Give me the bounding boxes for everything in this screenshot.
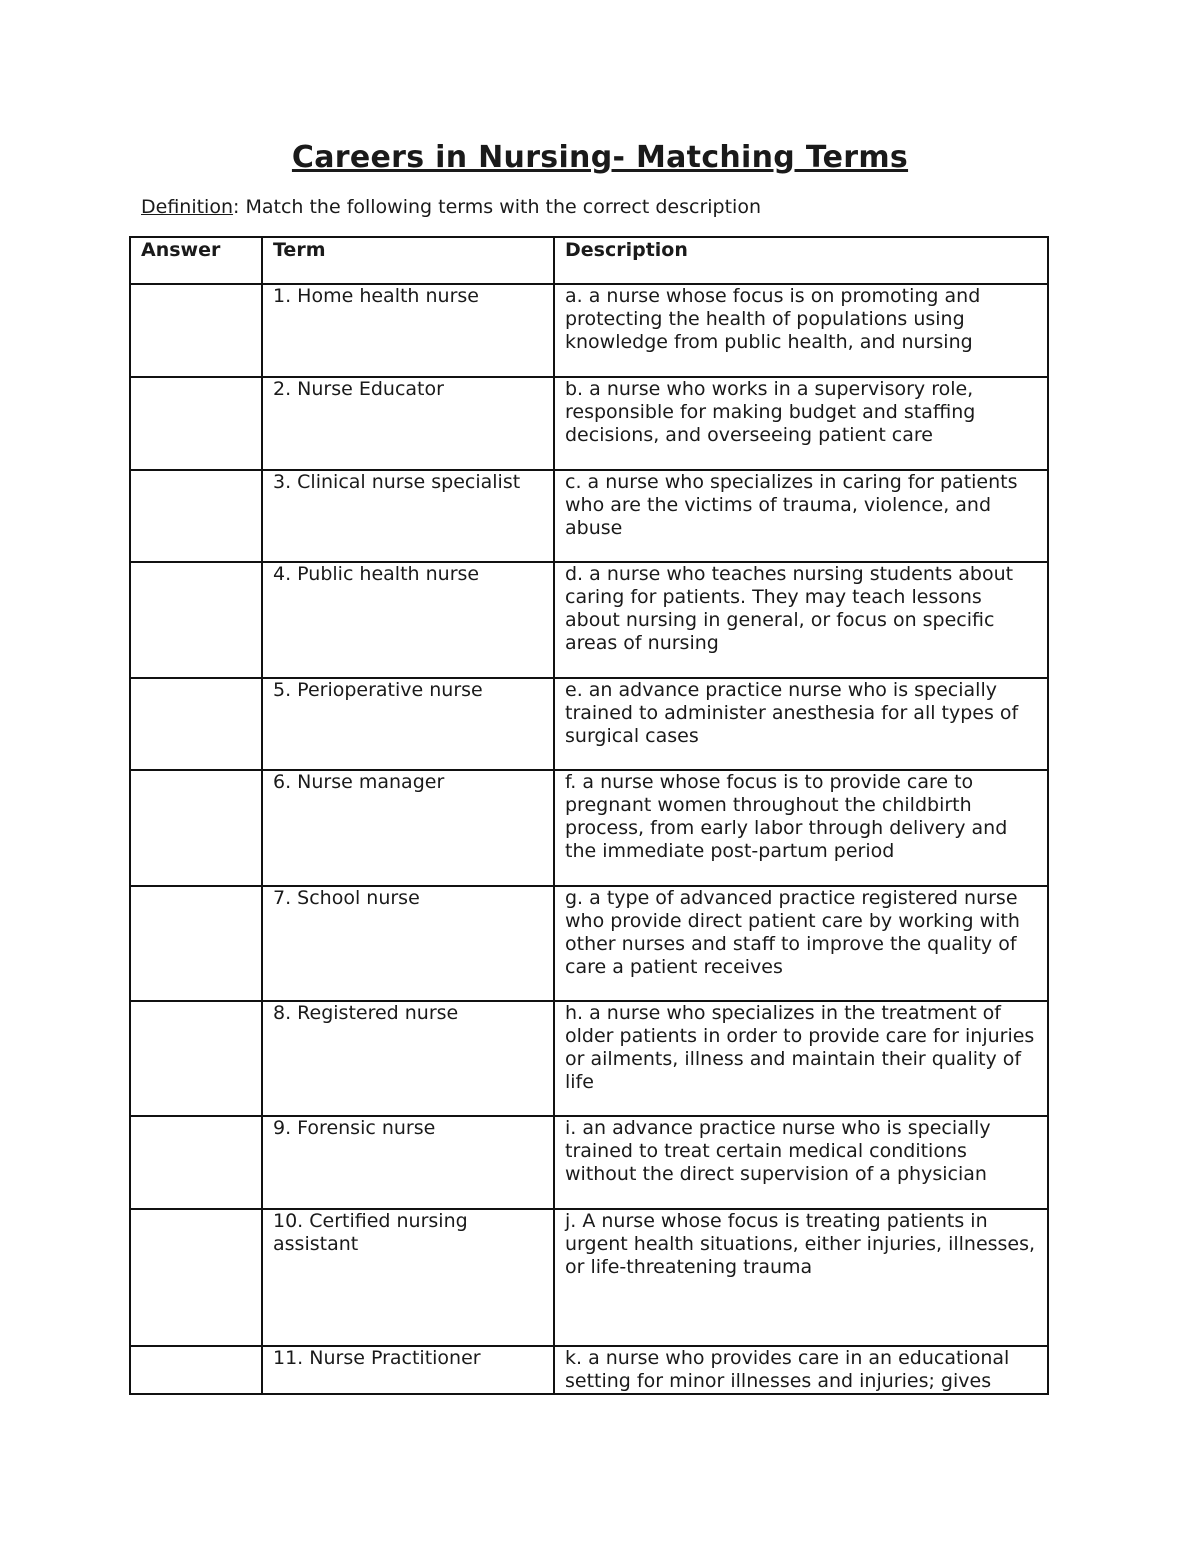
answer-cell[interactable] [130, 770, 262, 886]
term-cell: 4. Public health nurse [262, 562, 554, 678]
term-cell: 11. Nurse Practitioner [262, 1346, 554, 1394]
table-row [130, 1001, 1048, 1116]
instruction-label: Definition [141, 196, 234, 218]
header-term: Term [262, 237, 554, 284]
term-cell: 5. Perioperative nurse [262, 678, 554, 770]
table-row [130, 284, 1048, 377]
header-row [130, 237, 1048, 284]
term-cell: 10. Certified nursing assistant [262, 1209, 554, 1346]
term-cell: 2. Nurse Educator [262, 377, 554, 470]
table-row [130, 377, 1048, 470]
table-row [130, 1346, 1048, 1394]
table-row [130, 1116, 1048, 1209]
instruction-text: : Match the following terms with the correct description [233, 196, 761, 218]
header-description: Description [554, 237, 1048, 284]
description-cell: h. a nurse who specializes in the treatment of older patients in order to provide care for injuries or ailments, illness and maintain their quality of life [554, 1001, 1048, 1116]
table-row [130, 1209, 1048, 1346]
term-cell: 1. Home health nurse [262, 284, 554, 377]
term-cell: 3. Clinical nurse specialist [262, 470, 554, 562]
term-cell: 7. School nurse [262, 886, 554, 1001]
term-cell: 6. Nurse manager [262, 770, 554, 886]
answer-cell[interactable] [130, 886, 262, 1001]
answer-cell[interactable] [130, 377, 262, 470]
description-cell: d. a nurse who teaches nursing students about caring for patients. They may teach lessons about nursing in general, or focus on specific areas of nursing [554, 562, 1048, 678]
answer-cell[interactable] [130, 284, 262, 377]
term-cell: 9. Forensic nurse [262, 1116, 554, 1209]
answer-cell[interactable] [130, 678, 262, 770]
table-row [130, 470, 1048, 562]
answer-cell[interactable] [130, 562, 262, 678]
description-cell: g. a type of advanced practice registered nurse who provide direct patient care by working with other nurses and staff to improve the quality of care a patient receives [554, 886, 1048, 1001]
description-cell: a. a nurse whose focus is on promoting and protecting the health of populations using knowledge from public health, and nursing [554, 284, 1048, 377]
description-cell: c. a nurse who specializes in caring for patients who are the victims of trauma, violence, and abuse [554, 470, 1048, 562]
table-row [130, 770, 1048, 886]
term-cell: 8. Registered nurse [262, 1001, 554, 1116]
description-cell: k. a nurse who provides care in an educational setting for minor illnesses and injuries; gives [554, 1346, 1048, 1394]
table-row [130, 562, 1048, 678]
instruction-line [141, 196, 761, 218]
table-row [130, 886, 1048, 1001]
description-cell: b. a nurse who works in a supervisory role, responsible for making budget and staffing decisions, and overseeing patient care [554, 377, 1048, 470]
answer-cell[interactable] [130, 1209, 262, 1346]
table-row [130, 678, 1048, 770]
page-title: Careers in Nursing- Matching Terms [291, 140, 909, 175]
answer-cell[interactable] [130, 1346, 262, 1394]
description-cell: i. an advance practice nurse who is specially trained to treat certain medical conditions without the direct supervision of a physician [554, 1116, 1048, 1209]
description-cell: j. A nurse whose focus is treating patients in urgent health situations, either injuries, illnesses, or life-threatening trauma [554, 1209, 1048, 1346]
matching-table [129, 236, 1049, 1395]
answer-cell[interactable] [130, 1001, 262, 1116]
answer-cell[interactable] [130, 1116, 262, 1209]
answer-cell[interactable] [130, 470, 262, 562]
header-answer: Answer [130, 237, 262, 284]
description-cell: f. a nurse whose focus is to provide care to pregnant women throughout the childbirth process, from early labor through delivery and the immediate post-partum period [554, 770, 1048, 886]
description-cell: e. an advance practice nurse who is specially trained to administer anesthesia for all types of surgical cases [554, 678, 1048, 770]
